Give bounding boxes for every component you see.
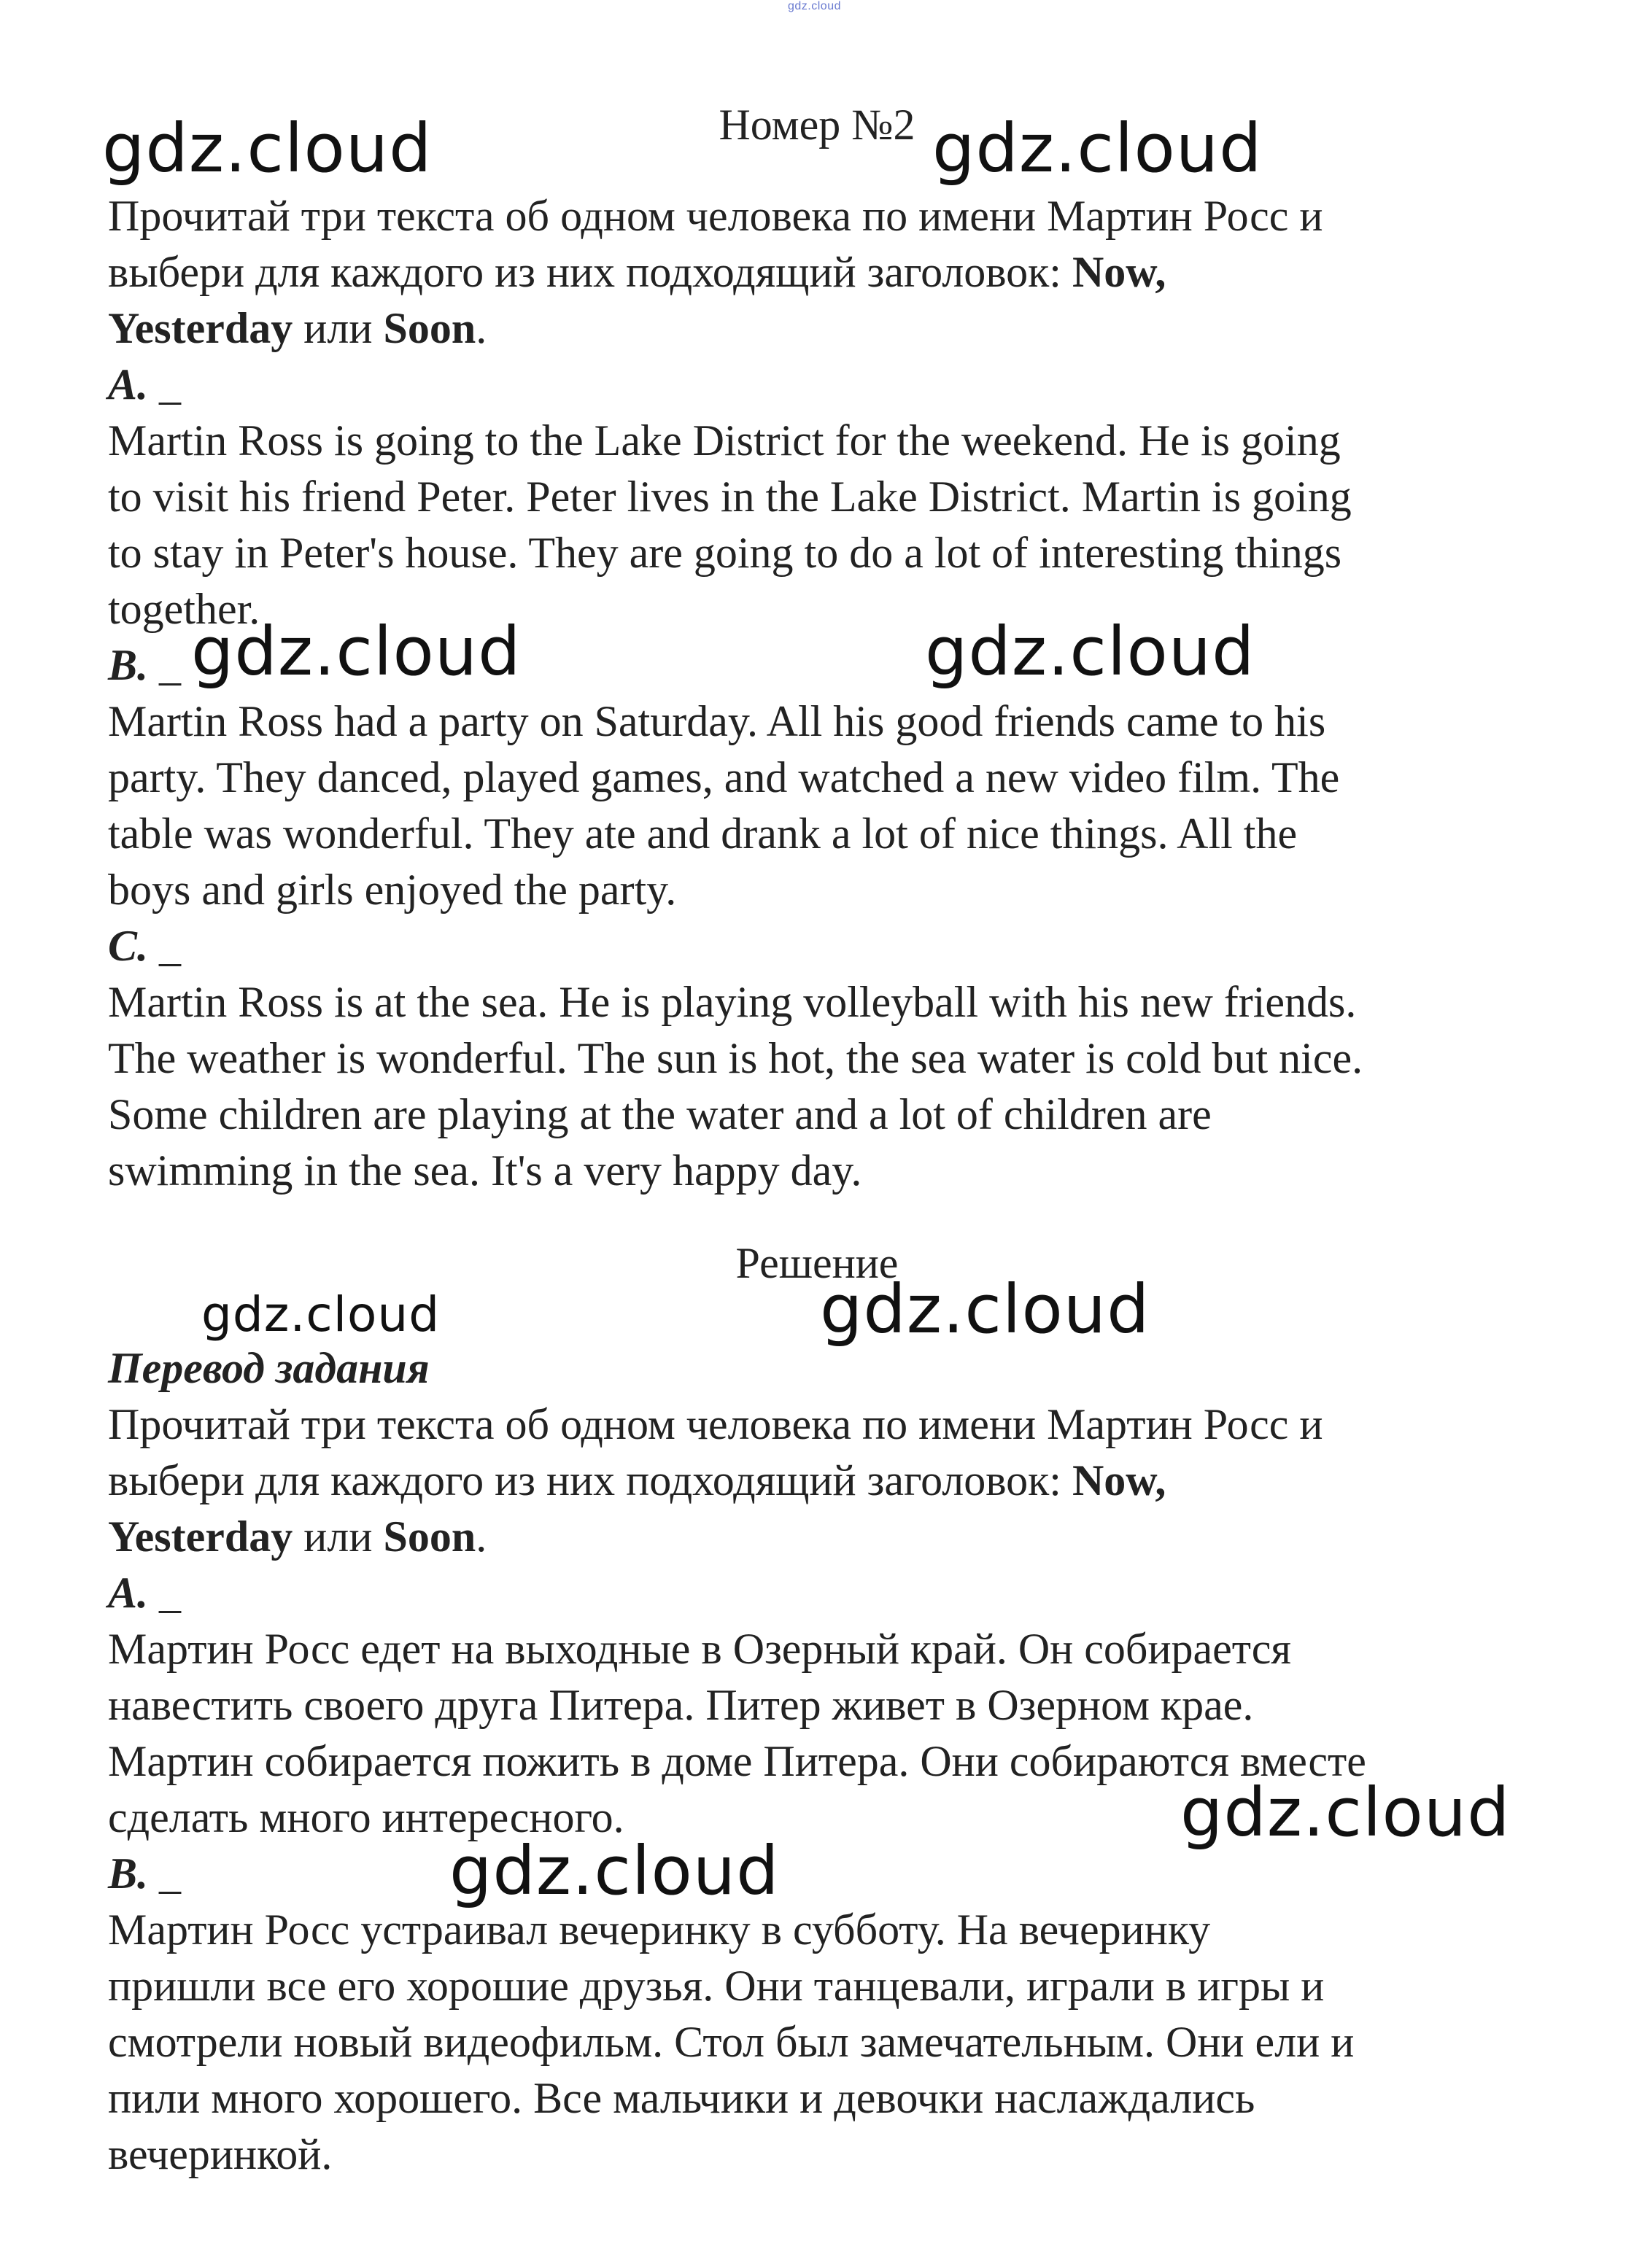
- solution-instruction-line-2: [108, 1453, 1166, 1508]
- solution-b-blank: _: [148, 1849, 182, 1898]
- watermark: gdz.cloud: [102, 109, 433, 187]
- task-instruction-line-3: [108, 300, 487, 356]
- instruction-period: .: [476, 1512, 487, 1561]
- solution-a-line: навестить своего друга Питера. Питер живет в Озерном крае.: [108, 1681, 1254, 1729]
- watermark: gdz.cloud: [201, 1286, 441, 1343]
- solution-b-line: пришли все его хорошие друзья. Они танцевали, играли в игры и: [108, 1962, 1325, 2010]
- watermark: gdz.cloud: [925, 613, 1255, 691]
- option-now: Now,: [1072, 1456, 1166, 1504]
- solution-b-line: вечеринкой.: [108, 2130, 333, 2178]
- solution-a-line: Мартин собирается пожить в доме Питера. Они собираются вместе: [108, 1737, 1366, 1785]
- text-b-line: party. They danced, played games, and watched a new video film. The: [108, 753, 1340, 801]
- solution-a-label: A.: [108, 1569, 149, 1617]
- text-c-line: Some children are playing at the water and a lot of children are: [108, 1090, 1212, 1138]
- option-soon: Soon: [383, 304, 476, 352]
- instruction-or: или: [293, 1512, 384, 1561]
- text-b-label-line: [108, 637, 181, 693]
- task-instruction-line-1: Прочитай три текста об одном человека по имени Мартин Росс и: [108, 192, 1323, 240]
- instruction-text: выбери для каждого из них подходящий заголовок:: [108, 248, 1072, 296]
- solution-b-line: смотрели новый видеофильм. Стол был замечательным. Они ели и: [108, 2018, 1355, 2066]
- text-c-line: The weather is wonderful. The sun is hot, the sea water is cold but nice.: [108, 1034, 1363, 1082]
- watermark: gdz.cloud: [932, 109, 1263, 187]
- text-c-line: Martin Ross is at the sea. He is playing volleyball with his new friends.: [108, 978, 1357, 1026]
- solution-heading: Решение: [735, 1239, 899, 1287]
- solution-a-line: Мартин Росс едет на выходные в Озерный край. Он собирается: [108, 1625, 1291, 1673]
- instruction-text: выбери для каждого из них подходящий заголовок:: [108, 1456, 1072, 1504]
- solution-b-line: Мартин Росс устраивал вечеринку в субботу. На вечеринку: [108, 1906, 1211, 1954]
- text-a-label: A.: [108, 360, 149, 408]
- text-a-blank: _: [148, 360, 182, 408]
- solution-a-label-line: [108, 1565, 181, 1620]
- text-a-line: Martin Ross is going to the Lake District for the weekend. He is going: [108, 416, 1341, 465]
- option-yesterday: Yesterday: [108, 1512, 293, 1561]
- text-a-line: to stay in Peter's house. They are going to do a lot of interesting things: [108, 529, 1342, 577]
- text-b-blank: _: [148, 641, 182, 689]
- solution-b-line: пили много хорошего. Все мальчики и девочки наслаждались: [108, 2074, 1255, 2122]
- text-c-blank: _: [148, 922, 182, 970]
- solution-b-label-line: [108, 1846, 181, 1901]
- task-instruction-line-2: [108, 244, 1166, 300]
- text-b-line: table was wonderful. They ate and drank a lot of nice things. All the: [108, 809, 1298, 858]
- solution-instruction-line-3: [108, 1509, 487, 1564]
- instruction-period: .: [476, 304, 487, 352]
- solution-a-blank: _: [148, 1569, 182, 1617]
- text-a-line: to visit his friend Peter. Peter lives in the Lake District. Martin is going: [108, 473, 1352, 521]
- text-a-label-line: [108, 357, 181, 412]
- task-number-heading: Номер №2: [719, 101, 915, 149]
- solution-instruction-line-1: Прочитай три текста об одном человека по имени Мартин Росс и: [108, 1400, 1323, 1448]
- instruction-or: или: [293, 304, 384, 352]
- option-now: Now,: [1072, 248, 1166, 296]
- text-b-label: B.: [108, 641, 149, 689]
- text-a-line: together.: [108, 585, 260, 633]
- text-c-line: swimming in the sea. It's a very happy day.: [108, 1146, 862, 1195]
- text-b-line: Martin Ross had a party on Saturday. All his good friends came to his: [108, 697, 1326, 745]
- text-c-label: C.: [108, 922, 149, 970]
- option-yesterday: Yesterday: [108, 304, 293, 352]
- text-c-label-line: [108, 918, 181, 974]
- watermark: gdz.cloud: [1180, 1774, 1511, 1852]
- option-soon: Soon: [383, 1512, 476, 1561]
- watermark: gdz.cloud: [820, 1270, 1150, 1348]
- text-b-line: boys and girls enjoyed the party.: [108, 866, 677, 914]
- watermark: gdz.cloud: [191, 613, 522, 691]
- solution-b-label: B.: [108, 1849, 149, 1898]
- solution-a-line: сделать много интересного.: [108, 1793, 624, 1841]
- watermark: gdz.cloud: [449, 1832, 780, 1910]
- translation-heading: Перевод задания: [108, 1344, 430, 1392]
- top-watermark-tag: gdz.cloud: [788, 0, 841, 12]
